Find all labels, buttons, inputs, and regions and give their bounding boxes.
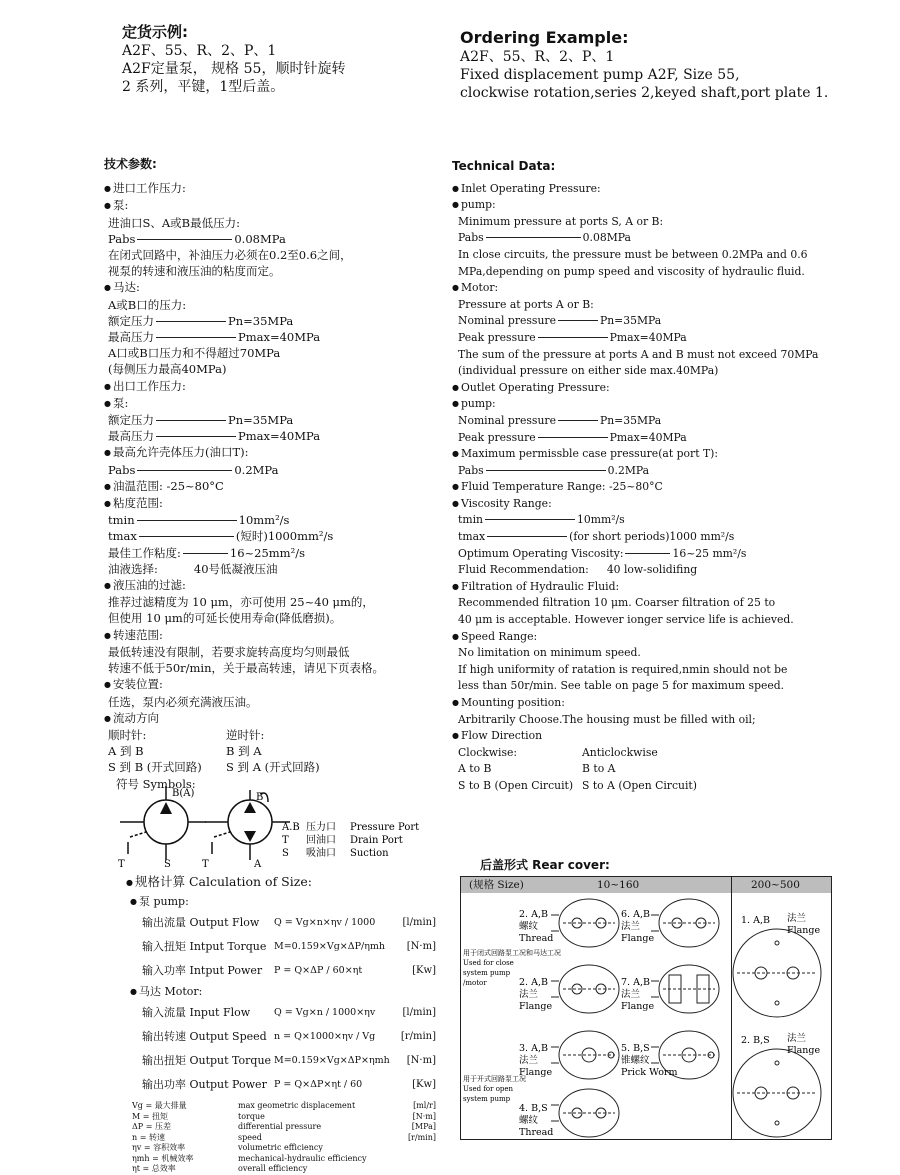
rear-item-en: Flange [787,925,821,936]
calc-row [126,1025,436,1049]
sym-t1: T [118,859,125,870]
legend-cn: 回油口 [306,835,336,846]
en-dir-ab [452,761,852,778]
cn-pabs: Pabs [108,231,136,246]
rear-cover-2 [551,965,619,1013]
legend-unit: [N·m] [412,1111,436,1121]
en-s-to-b: S to B (Open Circuit) [458,778,574,792]
legend-unit: [r/min] [407,1132,436,1142]
en-peak-line [452,330,852,347]
cn-sum1: A口或B口压力和不得超过70MPa [108,346,281,361]
cn-cw: 顺时针: [108,727,147,742]
cn-case: ● 最高允许壳体压力(油口T): [104,444,444,461]
en-tmin-val: 10mm²/s [576,513,625,527]
order-cn-title: 定货示例: [122,23,188,41]
cn-s-to-b: S 到 B (开式回路) [108,760,202,775]
en-inlet: ● Inlet Operating Pressure: [452,181,852,198]
legend-sym: M = 扭矩 [132,1111,168,1121]
rear-item-en: Thread [519,1127,554,1138]
calc-unit: [r/min] [400,1031,436,1042]
legend-en: overall efficiency [238,1164,308,1173]
rear-note-closed: Used for close [463,959,514,967]
rear-cover-large-7 [733,929,821,1017]
leader-line [156,420,226,421]
rear-item-cn: 法兰 [621,989,641,1000]
cn-peak2: 最高压力 [108,429,154,444]
en-visc: ● Viscosity Range: [452,496,852,513]
leader-line [625,553,670,554]
cn-oil-line [104,561,444,577]
cn-nominal2-line [104,412,444,428]
calc-row [126,935,436,959]
en-pabs-line [452,230,852,247]
rear-cover-4 [551,1031,619,1079]
en-pn2: Pn=35MPa [599,413,662,427]
cn-closed2: 视泵的转速和液压油的粘度而定。 [108,264,281,279]
rear-note-open: system pump [463,1095,511,1103]
cn-closed1: 在闭式回路中，补油压力必须在0.2至0.6之间， [108,248,352,263]
en-pump2: ● pump: [452,396,852,413]
cn-pabs2: Pabs [108,462,136,477]
order-en-title: Ordering Example: [460,28,629,47]
en-case: ● Maximum permissble case pressure(at port T): [452,446,852,463]
legend-en: volumetric efficiency [238,1143,323,1152]
en-sum2: (individual pressure on either side max.40MPa) [458,364,719,378]
cn-speed1: 最低转速没有限制，若要求旋转高度均匀则最低 [108,644,350,659]
en-filt1: Recommended filtration 10 μm. Coarser filtration of 25 to [458,596,776,610]
cn-opt: 最佳工作粘度: [108,545,181,560]
en-closed2: MPa,depending on pump speed and viscosity of hydraulic fluid. [458,264,805,278]
cn-temp: ● 油温范围: -25~80°C [104,478,444,495]
calc-label: 输入扭矩 Intput Torque [142,940,267,953]
en-s-to-a: S to A (Open Circuit) [582,778,697,792]
rear-item-cn: 法兰 [787,913,807,924]
leader-line [538,337,608,338]
legend-cn: 吸油口 [306,848,336,859]
order-cn-code: A2F、55、R、2、P、1 [122,43,277,59]
rear-head-small: 10~160 [597,879,640,891]
legend-unit: [MPa] [411,1122,436,1131]
en-dir-s [452,778,852,795]
calc-label: 输出功率 Output Power [142,1078,267,1091]
rear-item-cn: 法兰 [519,1055,539,1066]
cn-mount: ● 安装位置: [104,676,444,693]
cn-filt: ● 液压油的过滤: [104,577,444,594]
en-oil-line [452,562,852,579]
cn-case-val: 0.2MPa [234,462,279,477]
legend-en: Suction [350,848,389,859]
legend-code: S [282,848,289,859]
rear-note-closed: system pump [463,969,511,977]
en-case-val: 0.2MPa [607,463,650,477]
calc-row [126,1001,436,1025]
order-cn [122,22,345,96]
calc-unit: [N·m] [406,941,436,952]
calc-unit: [l/min] [402,1007,436,1018]
rear-cover-large-8 [733,1049,821,1137]
cn-oil: 油液选择: [108,561,158,576]
rear-cover-table [460,876,832,1140]
hydraulic-symbols [110,782,430,872]
flow-arrow-icon [244,831,256,842]
calc-formula: M=0.159×Vg×ΔP×ηmh [274,1055,390,1066]
en-b-to-a: B to A [582,762,616,776]
calc-unit: [l/min] [402,917,436,928]
calc-title: ● 规格计算 Calculation of Size: [126,872,436,893]
en-mount1: Arbitrarily Choose.The housing must be filled with oil; [458,712,756,726]
rear-item-cn: 法兰 [787,1033,807,1044]
cn-speed: ● 转速范围: [104,627,444,644]
cn-opt-val: 16~25mm²/s [229,545,305,560]
en-peak2: Peak pressure [458,430,536,444]
legend-sym: ηt = 总效率 [132,1164,176,1173]
leader-line [558,320,598,321]
rear-item-en: Prick Worm [621,1067,678,1078]
leader-line [156,321,226,322]
rear-item-en: Thread [519,933,554,944]
sym-t2: T [202,859,209,870]
calc-unit: [Kw] [412,1079,436,1090]
sym-ba: B(A) [172,788,195,799]
legend-en: mechanical-hydraulic efficiency [238,1153,367,1163]
flow-arrow-icon [160,802,172,814]
calc-unit: [Kw] [412,965,436,976]
en-filt: ● Filtration of Hydraulic Fluid: [452,579,852,596]
rear-item-num: 6. A,B [621,909,650,920]
cn-pump: ● 泵: [104,197,444,214]
cn-ccw: 逆时针: [226,727,265,742]
rear-item-num: 2. A,B [519,977,548,988]
rear-head-size: (规格 Size) [469,879,524,891]
legend-unit: [ml/r] [413,1101,436,1110]
cn-pmax2: Pmax=40MPa [238,429,321,444]
rear-item-en: Flange [519,1067,553,1078]
sym-b: B [256,792,264,803]
rear-item-num: 7. A,B [621,977,650,988]
cn-pabs-val: 0.08MPa [234,231,286,246]
cn-outlet: ● 出口工作压力: [104,378,444,395]
leader-line [139,536,234,537]
en-tmax-line [452,529,852,546]
sym-a: A [254,859,262,870]
tech-cn-title: 技术参数: [104,157,157,171]
en-a-to-b: A to B [458,762,492,776]
en-temp: ● Fluid Temperature Range: -25~80°C [452,479,852,496]
cn-visc: ● 粘度范围: [104,495,444,512]
en-pabs-val: 0.08MPa [582,231,631,245]
calc-legend-row [126,1143,436,1154]
legend-code: A.B [282,822,300,833]
calc-rows-motor [126,1001,436,1097]
rear-item-en: Flange [787,1045,821,1056]
cn-motor: ● 马达: [104,279,444,296]
legend-sym: Vg = 最大排量 [132,1101,187,1110]
calc-label: 输出扭矩 Output Torque [142,1054,272,1067]
en-tmax-val: (for short periods)1000 mm²/s [569,530,735,544]
cn-peak: 最高压力 [108,330,154,345]
calc-rows-pump [126,911,436,983]
leader-line [486,470,606,471]
en-sum1: The sum of the pressure at ports A and B must not exceed 70MPa [458,347,819,361]
cn-tmax-val: (短时)1000mm²/s [235,529,334,544]
rear-item-num: 5. B,S [621,1043,650,1054]
cn-mount1: 任选，泵内必须充满液压油。 [108,694,258,709]
leader-line [156,337,236,338]
calc-label: 输入功率 Intput Power [142,964,263,977]
en-oil-val: 40 low-solidifing [606,563,698,577]
calc-legend-row [126,1154,436,1165]
calc-unit: [N·m] [406,1055,436,1066]
calc-formula: Q = Vg×n×ηv / 1000 [274,917,376,928]
rear-cover-1 [651,899,719,947]
rear-item-num: 1. A,B [741,915,770,926]
en-tmax: tmax [458,530,486,544]
cn-b-to-a: B 到 A [226,744,262,759]
cn-symbols: 符号 Symbols: [116,776,196,791]
calc-label: 输入流量 Input Flow [142,1006,251,1019]
cn-ab-press: A或B口的压力: [108,297,187,312]
order-en-code: A2F、55、R、2、P、1 [460,49,615,65]
en-pabs: Pabs [458,231,484,245]
calc-legend-row [126,1101,436,1112]
cn-pn2: Pn=35MPa [228,413,294,428]
cn-inlet: ● 进口工作压力: [104,180,444,197]
rear-item-num: 3. A,B [519,1043,548,1054]
leader-line [485,519,575,520]
calc-label: 输出转速 Output Speed [142,1030,267,1043]
order-cn-desc2: 2 系列，平键，1型后盖。 [122,79,285,95]
rear-cover-3 [651,965,719,1013]
order-en-desc1: Fixed displacement pump A2F, Size 55, [460,67,740,83]
en-peak: Peak pressure [458,330,536,344]
rear-cover-drawings [461,893,831,1139]
en-nominal2-line [452,413,852,430]
cn-tmin-val: 10mm²/s [238,513,290,528]
calc-row [126,1073,436,1097]
calc-formula: P = Q×ΔP×ηt / 60 [274,1079,363,1090]
rear-note-open: Used for open [463,1085,514,1093]
legend-en: speed [238,1132,262,1142]
legend-en: Pressure Port [350,822,420,833]
en-outlet: ● Outlet Operating Pressure: [452,380,852,397]
tech-en [452,158,852,795]
legend-cn: 压力口 [306,822,336,833]
rear-item-num: 4. B,S [519,1103,548,1114]
cn-filt1: 推荐过滤精度为 10 μm，亦可使用 25~40 μm的， [108,595,374,610]
calc-label: 输出流量 Output Flow [142,916,260,929]
rear-note-closed: /motor [463,979,487,987]
legend-en: max geometric displacement [238,1101,356,1110]
sym-s: S [164,859,171,870]
cn-peak-line [104,329,444,345]
cn-tmin-line [104,512,444,528]
cn-pmax: Pmax=40MPa [238,330,321,345]
en-pump: ● pump: [452,197,852,214]
en-cw: Clockwise: [458,745,518,759]
cn-a-to-b: A 到 B [108,744,144,759]
calc-formula: Q = Vg×n / 1000×ηv [274,1007,376,1018]
en-min-press: Minimum pressure at ports S, A or B: [458,214,664,228]
cn-min-press: 进油口S、A或B最低压力: [108,215,241,230]
rear-item-cn: 螺纹 [519,921,539,932]
legend-code: T [282,835,289,846]
calc-pump: ● 泵 pump: [126,893,436,911]
cn-nominal2: 额定压力 [108,413,154,428]
pump-symbol-2 [205,790,290,860]
cn-s-to-a: S 到 A (开式回路) [226,760,320,775]
en-oil: Fluid Recommendation: [458,563,589,577]
leader-line [486,237,581,238]
en-motor: ● Motor: [452,280,852,297]
en-tmin: tmin [458,513,483,527]
legend-sym: ηmh = 机械效率 [132,1153,194,1163]
rear-note-closed: 用于闭式回路泵工况和马达工况 [463,949,561,957]
calc-formula: P = Q×ΔP / 60×ηt [274,965,363,976]
en-filt2: 40 μm is acceptable. However ionger service life is achieved. [458,613,794,627]
en-ccw: Anticlockwise [582,745,658,759]
cn-pabs-line [104,231,444,247]
leader-line [137,470,232,471]
en-tmin-line [452,512,852,529]
symbol-legend [281,820,419,859]
en-pabs2: Pabs [458,463,484,477]
rear-item-num: 2. B,S [741,1035,770,1046]
legend-en: torque [238,1111,265,1121]
en-speed: ● Speed Range: [452,629,852,646]
rear-item-cn: 法兰 [621,921,641,932]
calc-row [126,1049,436,1073]
en-mount: ● Mounting position: [452,695,852,712]
rear-item-cn: 螺纹 [519,1115,539,1126]
legend-sym: ηv = 容积效率 [132,1143,186,1152]
order-cn-desc1: A2F定量泵， 规格 55，顺时针旋转 [122,61,346,77]
flow-arrow-icon [244,802,256,813]
rear-cover-0 [551,899,619,947]
rear-item-en: Flange [519,1001,553,1012]
en-speed1: No limitation on minimum speed. [458,646,641,660]
tech-en-title: Technical Data: [452,159,556,173]
calc-formula: n = Q×1000×ηv / Vg [274,1031,376,1042]
en-speed2: If high uniformity of ratation is required,nmin should not be [458,662,788,676]
en-nominal: Nominal pressure [458,314,556,328]
tech-cn [104,156,444,792]
en-pmax2: Pmax=40MPa [609,430,687,444]
rear-item-num: 2. A,B [519,909,548,920]
cn-tmax: tmax [108,529,137,544]
cn-dir-ab [104,743,444,759]
rear-header [461,877,831,893]
en-opt-line [452,546,852,563]
cn-pn: Pn=35MPa [228,313,294,328]
legend-en: Drain Port [350,835,403,846]
order-en-desc2: clockwise rotation,series 2,keyed shaft,port plate 1. [460,85,829,101]
cn-dir-s [104,759,444,775]
calc-motor: ● 马达 Motor: [126,983,436,1001]
en-peak2-line [452,430,852,447]
en-flow: ● Flow Direction [452,728,852,745]
en-dir-head [452,745,852,762]
leader-line [156,436,236,437]
cn-tmax-line [104,528,444,544]
calc-row [126,911,436,935]
en-case-line [452,463,852,480]
leader-line [137,520,237,521]
rear-item-cn: 锥螺纹 [621,1055,650,1066]
en-speed3: less than 50r/min. See table on page 5 for maximum speed. [458,679,785,693]
en-closed1: In close circuits, the pressure must be between 0.2MPa and 0.6 [458,247,808,261]
cn-speed2: 转速不低于50r/min，关于最高转速，请见下页表格。 [108,661,384,676]
cn-nominal-line [104,313,444,329]
cn-peak2-line [104,428,444,444]
en-opt-val: 16~25 mm²/s [672,546,747,560]
cn-tmin: tmin [108,513,135,528]
legend-en: differential pressure [238,1122,322,1131]
calc-row [126,959,436,983]
cn-filt2: 但使用 10 μm的可延长使用寿命(降低磨损)。 [108,611,342,626]
rear-item-cn: 法兰 [519,989,539,1000]
en-pmax: Pmax=40MPa [609,330,687,344]
cn-flow: ● 流动方向 [104,710,444,727]
calc-legend-row [126,1122,436,1133]
calc-legend [126,1101,436,1175]
legend-sym: ΔP = 压差 [132,1122,171,1131]
en-nominal2: Nominal pressure [458,413,556,427]
cn-nominal: 额定压力 [108,313,154,328]
rear-title: 后盖形式 Rear cover: [480,858,610,872]
cn-oil-val: 40号低凝液压油 [193,561,278,576]
leader-line [538,437,608,438]
leader-line [183,553,228,554]
rear-head-large: 200~500 [751,879,800,891]
order-en [460,28,828,102]
cn-opt-line [104,545,444,561]
leader-line [487,536,567,537]
en-ab-press: Pressure at ports A or B: [458,297,594,311]
calc-section [126,872,436,1175]
legend-sym: n = 转速 [132,1132,165,1142]
rear-item-en: Flange [621,933,655,944]
calc-legend-row [126,1164,436,1175]
calc-formula: M=0.159×Vg×ΔP/ηmh [274,941,386,952]
cn-dir-head [104,727,444,743]
calc-legend-row [126,1112,436,1123]
en-nominal-line [452,313,852,330]
rear-cover-6 [551,1089,619,1137]
cn-pump2: ● 泵: [104,395,444,412]
cn-case-line [104,462,444,478]
rear-item-en: Flange [621,1001,655,1012]
en-pn: Pn=35MPa [599,314,662,328]
leader-line [137,239,232,240]
cn-sum2: (每侧压力最高40MPa) [108,362,227,377]
calc-legend-row [126,1133,436,1144]
leader-line [558,420,598,421]
en-opt: Optimum Operating Viscosity: [458,546,624,560]
rear-note-open: 用于开式回路泵工况 [463,1075,526,1083]
